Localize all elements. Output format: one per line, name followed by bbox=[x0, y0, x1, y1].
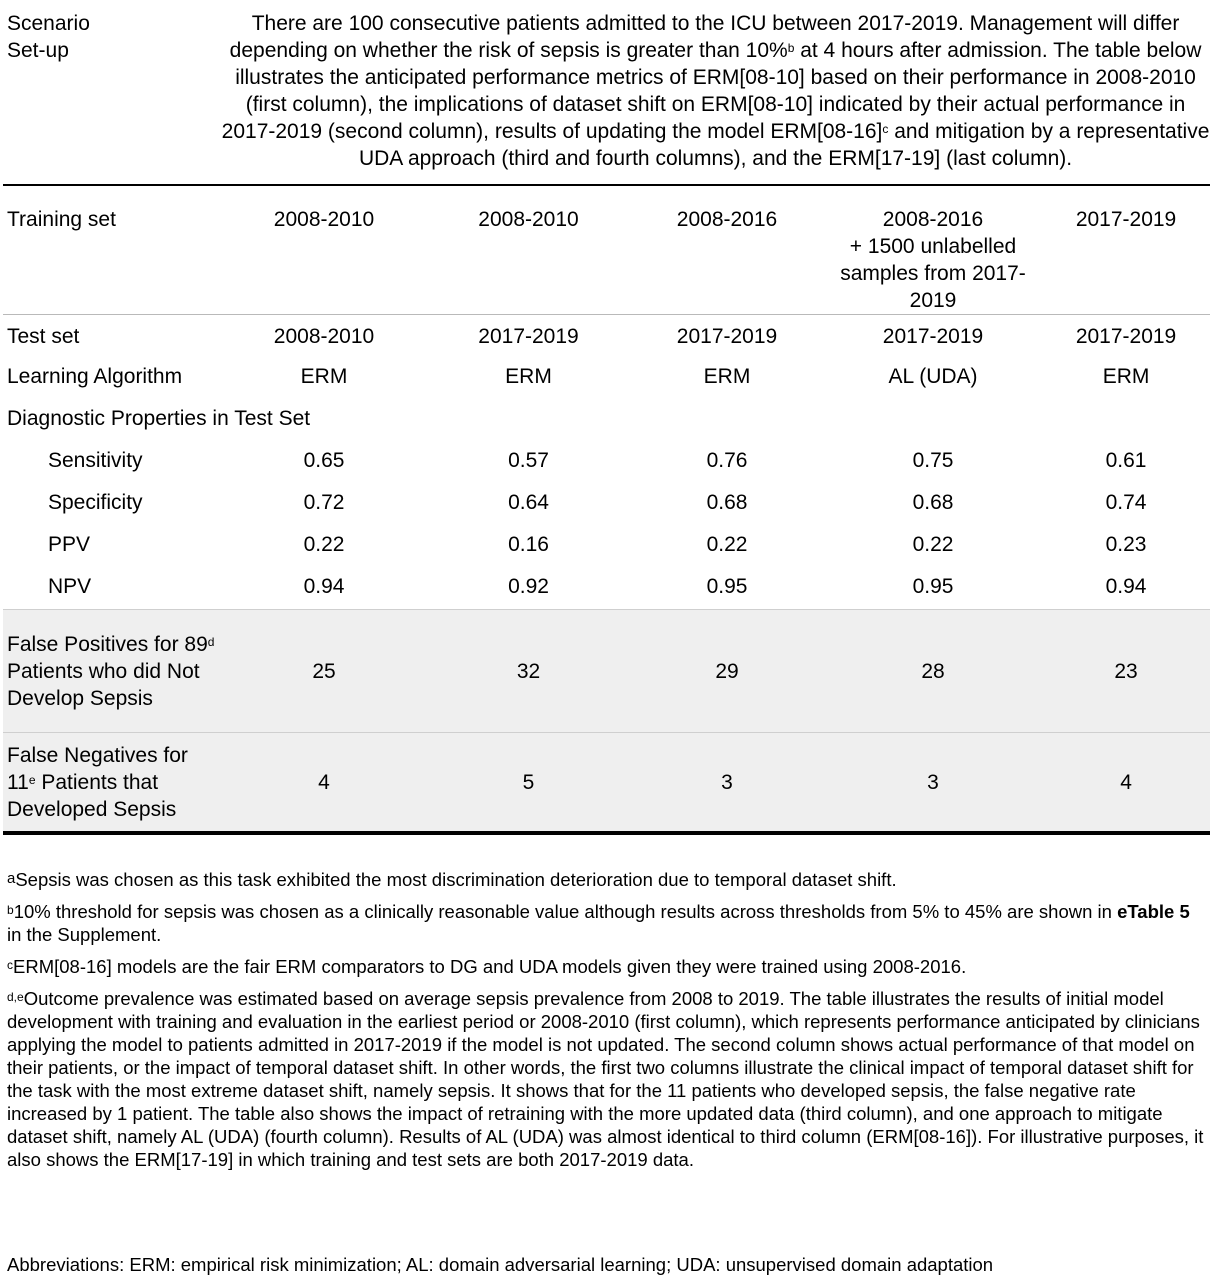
metric-cell: 0.22 bbox=[912, 533, 954, 556]
training-set-cell bbox=[824, 185, 1042, 315]
fn-label-pre: False Negatives for 11 bbox=[7, 743, 188, 794]
footnote-c bbox=[7, 955, 1207, 978]
scenario-label-line2: Set-up bbox=[7, 39, 69, 62]
metric-row-specificity bbox=[3, 483, 1210, 525]
footnote-b bbox=[7, 900, 1207, 946]
test-set-cell: 2017-2019 bbox=[676, 325, 778, 348]
false-positives-cell: 29 bbox=[630, 610, 824, 733]
false-positives-cell: 23 bbox=[1042, 610, 1210, 733]
diagnostic-header: Diagnostic Properties in Test Set bbox=[7, 407, 311, 430]
test-set-label: Test set bbox=[7, 325, 80, 348]
training-set-label: Training set bbox=[3, 185, 221, 315]
training-set-cell: 2008-2010 bbox=[221, 185, 427, 315]
footnote-b-text-post: in the Supplement. bbox=[7, 924, 162, 945]
metric-label: Specificity bbox=[48, 491, 143, 514]
false-negatives-cell: 5 bbox=[427, 733, 630, 834]
footnote-a bbox=[7, 868, 1207, 891]
footnote-b-bold: eTable 5 bbox=[1117, 901, 1190, 922]
footnote-b-text-pre: 10% threshold for sepsis was chosen as a clinically reasonable value although results across thresholds from 5% to 45% are shown in bbox=[13, 901, 1118, 922]
learning-algorithm-cell: AL (UDA) bbox=[888, 365, 978, 388]
false-negatives-cell: 4 bbox=[1042, 733, 1210, 834]
test-set-cell: 2008-2010 bbox=[273, 325, 375, 348]
footnote-a-text: Sepsis was chosen as this task exhibited the most discrimination deterioration due to temporal dataset shift. bbox=[15, 869, 897, 890]
fn-sup: e bbox=[28, 772, 36, 787]
metric-cell: 0.61 bbox=[1105, 449, 1147, 472]
false-negatives-cell: 4 bbox=[221, 733, 427, 834]
training-set-extra: + 1500 unlabelled samples from 2017-2019 bbox=[840, 235, 1026, 312]
metric-cell: 0.68 bbox=[912, 491, 954, 514]
metric-label: NPV bbox=[48, 575, 92, 598]
false-positives-cell: 25 bbox=[221, 610, 427, 733]
false-positives-cell: 28 bbox=[824, 610, 1042, 733]
abbreviations: Abbreviations: ERM: empirical risk minimization; AL: domain adversarial learning; UDA: unsupervised domain adaptation bbox=[7, 1254, 994, 1275]
false-positives-label bbox=[3, 610, 221, 733]
metric-cell: 0.16 bbox=[508, 533, 549, 556]
metric-cell: 0.94 bbox=[1105, 575, 1147, 598]
learning-algorithm-label: Learning Algorithm bbox=[7, 365, 183, 388]
test-set-cell: 2017-2019 bbox=[478, 325, 579, 348]
metric-cell: 0.92 bbox=[508, 575, 549, 598]
metric-cell: 0.94 bbox=[303, 575, 345, 598]
metric-cell: 0.95 bbox=[706, 575, 748, 598]
learning-algorithm-cell: ERM bbox=[1102, 365, 1150, 388]
scenario-sup-c: c bbox=[882, 122, 889, 136]
test-set-row bbox=[3, 315, 1210, 358]
scenario-label bbox=[3, 0, 221, 185]
metric-cell: 0.74 bbox=[1105, 491, 1147, 514]
false-positives-row bbox=[3, 610, 1210, 733]
footnote-c-mark: c bbox=[7, 958, 13, 972]
fp-label-pre: False Positives for 89 bbox=[7, 632, 208, 656]
footnote-de-text: Outcome prevalence was estimated based on average sepsis prevalence from 2008 to 2019. The table illustrates the results of initial model development with training and evaluation in the earliest period or 2008-2010 (first column), which represents performance anticipated by clinicians applying the model to patients admitted in 2017-2019 if the model is not updated. The second column shows actual performance of that model on their patients, or the impact of temporal dataset shift. In other words, the first two columns illustrate the clinical impact of temporal dataset shift for the task with the most extreme dataset shift, namely sepsis. It shows that for the 11 patients who developed sepsis, the false negative rate increased by 1 patient. The table also shows the impact of retraining with the more updated data (third column), and one approach to mitigate dataset shift, namely AL (UDA) (fourth column). Results of AL (UDA) was almost identical to third column (ERM[08-16]). For illustrative purposes, it also shows the ERM[17-19] in which training and test sets are both 2017-2019 data. bbox=[7, 988, 1204, 1170]
test-set-cell: 2017-2019 bbox=[1075, 325, 1177, 348]
diagnostic-header-row bbox=[3, 399, 1210, 441]
test-set-cell: 2017-2019 bbox=[882, 325, 984, 348]
training-set-cell: 2017-2019 bbox=[1042, 185, 1210, 315]
metric-cell: 0.95 bbox=[912, 575, 954, 598]
metric-cell: 0.72 bbox=[303, 491, 345, 514]
learning-algorithm-row bbox=[3, 357, 1210, 399]
footnote-a-mark: a bbox=[7, 870, 16, 887]
metric-cell: 0.23 bbox=[1105, 533, 1147, 556]
footnote-b-mark: b bbox=[7, 903, 14, 917]
fn-label-post: Patients that Developed Sepsis bbox=[7, 770, 177, 821]
training-set-cell: 2008-2010 bbox=[427, 185, 630, 315]
fp-label-post: Patients who did Not Develop Sepsis bbox=[7, 659, 200, 710]
fp-sup: d bbox=[207, 634, 215, 649]
training-set-cell: 2008-2016 bbox=[630, 185, 824, 315]
metric-cell: 0.22 bbox=[303, 533, 345, 556]
metric-cell: 0.68 bbox=[706, 491, 748, 514]
scenario-label-line1: Scenario bbox=[7, 12, 90, 35]
training-set-value: 2008-2016 bbox=[882, 208, 984, 231]
metric-label: PPV bbox=[48, 533, 91, 556]
metric-cell: 0.64 bbox=[508, 491, 549, 514]
metric-row-ppv bbox=[3, 525, 1210, 567]
scenario-text-2: at 4 hours after admission. The table below illustrates the anticipated performance metrics of ERM[08-10] based on their performance in 2008-2010 (first column), the implications of dataset shift on ERM[08-10] indicated by their actual performance in 2017-2019 (second column), results of updating the model ERM[08-16] bbox=[221, 39, 1202, 143]
metric-label: Sensitivity bbox=[48, 449, 143, 472]
footnote-de-mark: d,e bbox=[7, 990, 24, 1004]
metric-row-sensitivity bbox=[3, 441, 1210, 483]
metric-cell: 0.65 bbox=[303, 449, 345, 472]
metric-cell: 0.76 bbox=[706, 449, 748, 472]
false-negatives-cell: 3 bbox=[630, 733, 824, 834]
false-negatives-cell: 3 bbox=[824, 733, 1042, 834]
learning-algorithm-cell: ERM bbox=[505, 365, 552, 388]
footnote-de bbox=[7, 987, 1207, 1171]
scenario-text-1: There are 100 consecutive patients admitted to the ICU between 2017-2019. Management will differ depending on whether the risk of sepsis is greater than 10% bbox=[229, 12, 1180, 62]
metric-cell: 0.57 bbox=[508, 449, 549, 472]
training-set-row bbox=[3, 185, 1210, 315]
scenario-description bbox=[221, 0, 1210, 185]
learning-algorithm-cell: ERM bbox=[703, 365, 751, 388]
false-negatives-row bbox=[3, 733, 1210, 834]
scenario-row bbox=[3, 0, 1210, 185]
footnotes bbox=[7, 868, 1207, 1180]
scenario-table bbox=[3, 0, 1210, 835]
false-positives-cell: 32 bbox=[427, 610, 630, 733]
metric-cell: 0.75 bbox=[912, 449, 954, 472]
metric-cell: 0.22 bbox=[706, 533, 748, 556]
learning-algorithm-cell: ERM bbox=[300, 365, 348, 388]
false-negatives-label bbox=[3, 733, 221, 834]
scenario-sup-b: b bbox=[787, 41, 795, 55]
scenario-text-3: and mitigation by a representative UDA approach (third and fourth columns), and the ERM[17-19] (last column). bbox=[358, 120, 1210, 170]
footnote-c-text: ERM[08-16] models are the fair ERM comparators to DG and UDA models given they were trained using 2008-2016. bbox=[13, 956, 967, 977]
metric-row-npv bbox=[3, 567, 1210, 610]
